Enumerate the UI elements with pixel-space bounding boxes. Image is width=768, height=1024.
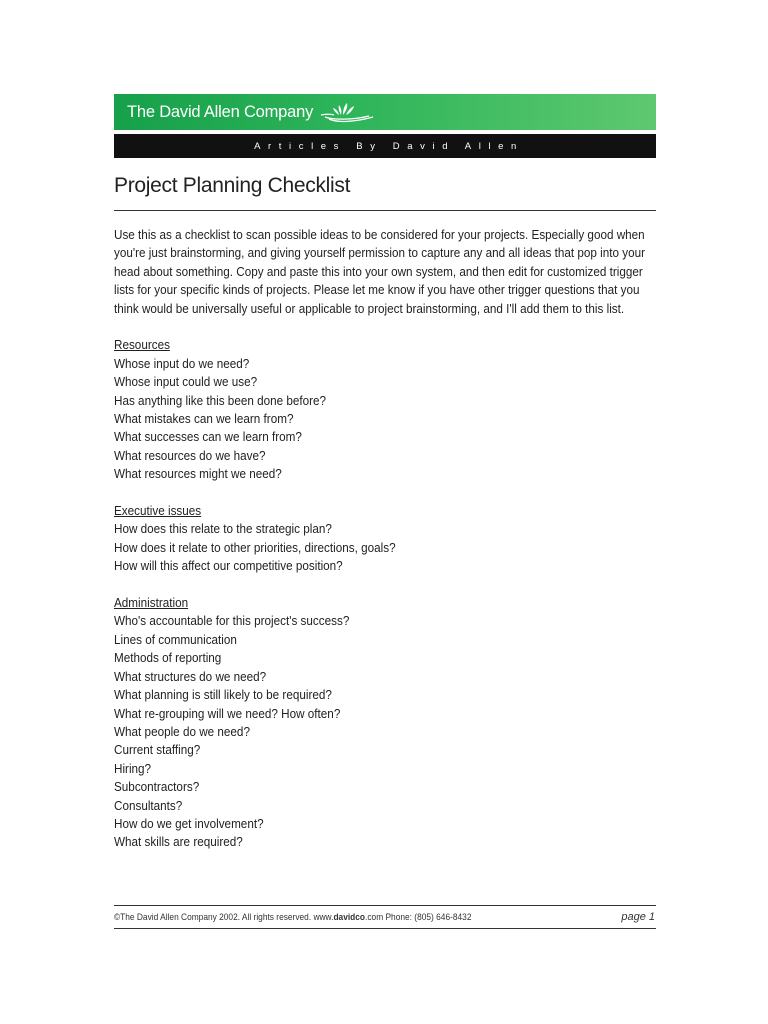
article-series-bar <box>114 134 656 158</box>
list-item: Whose input could we use? <box>114 374 258 390</box>
section-list <box>114 355 656 484</box>
section-list <box>114 520 656 575</box>
page-footer <box>114 905 656 929</box>
list-item: Whose input do we need? <box>114 355 250 371</box>
article-series-label: Articles By David Allen <box>254 140 524 152</box>
list-item: Has anything like this been done before? <box>114 392 327 408</box>
list-item: Current staffing? <box>114 742 201 758</box>
page-number: page 1 <box>621 911 655 923</box>
list-item: Who's accountable for this project's success? <box>114 613 350 629</box>
checklist-sections <box>114 336 656 851</box>
brand-header-bar <box>114 94 656 130</box>
list-item: What re-grouping will we need? How often? <box>114 705 341 721</box>
contact-text: .com Phone: (805) 646-8432 <box>365 911 472 923</box>
section-administration <box>114 594 656 852</box>
list-item: How will this affect our competitive position? <box>114 558 343 574</box>
list-item: Methods of reporting <box>114 650 222 666</box>
lotus-ripple-icon <box>319 99 377 125</box>
list-item: Hiring? <box>114 760 152 776</box>
list-item: What mistakes can we learn from? <box>114 411 294 427</box>
list-item: What resources might we need? <box>114 466 282 482</box>
title-divider <box>114 210 656 211</box>
footer-copyright <box>114 912 471 923</box>
document-page <box>114 94 656 852</box>
list-item: What successes can we learn from? <box>114 429 302 445</box>
list-item: How do we get involvement? <box>114 815 264 831</box>
copyright-text: ©The David Allen Company 2002. All rights reserved. www. <box>114 911 334 923</box>
list-item: What skills are required? <box>114 834 243 850</box>
brand-name: The David Allen Company <box>127 102 314 121</box>
list-item: What planning is still likely to be required? <box>114 687 332 703</box>
section-heading: Administration <box>114 595 189 611</box>
intro-paragraph: Use this as a checklist to scan possible ideas to be considered for your projects. Especially good when you're just brainstorming, and giving yourself permission to capture any and all ideas that pop into your head about something. Copy and paste this into your own system, and then edit for customized trigger lists for your specific kinds of projects. Please let me know if you have other trigger questions that you think would be universally useful or applicable to project brainstorming, and I'll add them to this list. <box>114 227 645 316</box>
section-resources <box>114 336 656 483</box>
list-item: How does this relate to the strategic plan? <box>114 521 332 537</box>
section-heading: Resources <box>114 337 170 353</box>
list-item: What structures do we need? <box>114 668 267 684</box>
section-list <box>114 612 656 851</box>
list-item: Lines of communication <box>114 631 237 647</box>
list-item: How does it relate to other priorities, directions, goals? <box>114 539 396 555</box>
list-item: What resources do we have? <box>114 447 266 463</box>
section-executive-issues <box>114 502 656 576</box>
website-link[interactable]: davidco <box>333 911 366 923</box>
list-item: Consultants? <box>114 797 183 813</box>
list-item: What people do we need? <box>114 723 250 739</box>
section-heading: Executive issues <box>114 503 202 519</box>
list-item: Subcontractors? <box>114 779 200 795</box>
page-title: Project Planning Checklist <box>114 174 351 197</box>
